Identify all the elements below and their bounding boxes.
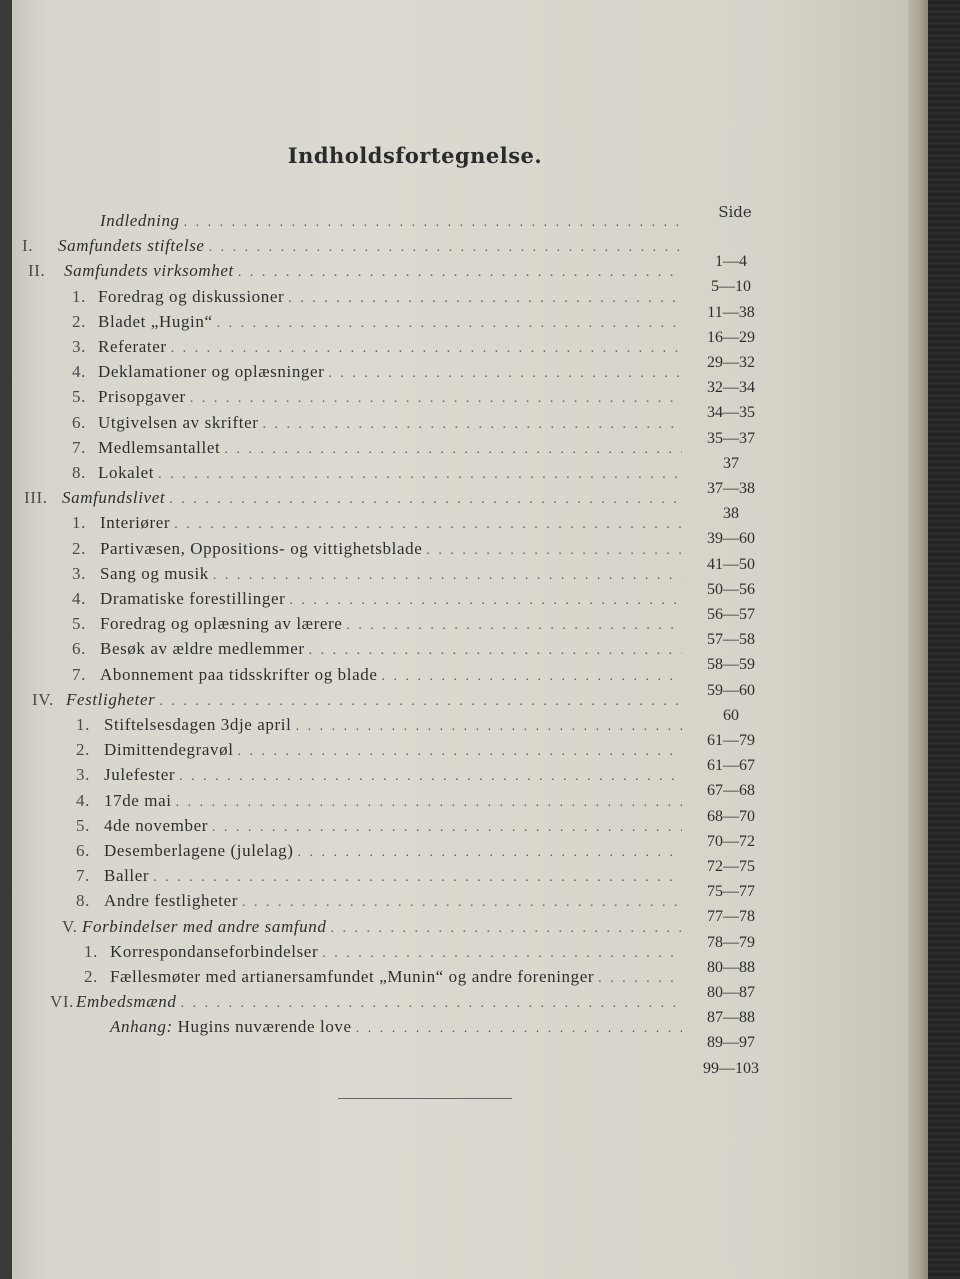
dot-leader xyxy=(209,240,682,256)
page-ref: 75—77 xyxy=(707,883,755,901)
toc-entry-number: 2. xyxy=(84,967,98,986)
toc-entry xyxy=(72,608,686,634)
page-ref: 60 xyxy=(723,706,739,724)
toc-entry xyxy=(76,759,686,785)
toc-entry-title: Partivæsen, Oppositions- og vittighetsblade xyxy=(100,538,423,558)
toc-entry xyxy=(76,860,686,886)
page-ref: 38 xyxy=(723,505,739,523)
toc-entry-number: 1. xyxy=(72,286,86,306)
toc-entry-title: Foredrag og oplæsning av lærere xyxy=(100,614,343,634)
side-column-label: Side xyxy=(718,203,752,221)
page-ref: 16—29 xyxy=(707,328,755,346)
toc-entry-number: 2. xyxy=(72,311,86,331)
page-ref: 39—60 xyxy=(707,530,755,548)
toc-entry-number: VI. xyxy=(50,992,74,1012)
toc-entry-number: 3. xyxy=(76,765,90,785)
toc-entry xyxy=(84,961,686,987)
toc-entry-number: 6. xyxy=(72,412,86,432)
toc-entry xyxy=(110,1011,686,1037)
dot-leader xyxy=(238,265,682,281)
page-ref: 32—34 xyxy=(707,379,755,397)
toc-entry-number: 7. xyxy=(76,866,90,886)
toc-entry xyxy=(72,659,686,685)
toc-entry xyxy=(72,507,686,533)
toc-entry-title: Utgivelsen av skrifter xyxy=(98,412,259,432)
toc-entry xyxy=(24,482,686,508)
toc-entry-number: 2. xyxy=(76,740,90,760)
divider xyxy=(338,1098,512,1099)
page-ref: 72—75 xyxy=(707,858,755,875)
toc-entry xyxy=(72,331,686,357)
toc-entry-number: 6. xyxy=(72,639,86,659)
page-ref: 99—103 xyxy=(703,1059,759,1077)
toc-entry xyxy=(72,407,686,433)
toc-entry xyxy=(72,356,686,382)
page-ref: 59—60 xyxy=(707,681,755,699)
dot-leader xyxy=(184,215,682,231)
toc-entry xyxy=(72,432,686,458)
toc-entry-title: Dimittendegravøl xyxy=(104,740,234,760)
dot-leader xyxy=(598,971,682,987)
toc-entry xyxy=(100,205,686,231)
toc-entry-title: Bladet „Hugin“ xyxy=(98,311,213,331)
toc-entry xyxy=(76,885,686,911)
toc-entry-number: 4. xyxy=(72,362,86,382)
toc-entry xyxy=(22,230,686,256)
toc-entry-title: Samfundets virksomhet xyxy=(64,261,234,281)
toc-entry xyxy=(32,684,686,710)
toc-entry-number: 3. xyxy=(72,337,86,356)
toc-entry xyxy=(76,785,686,811)
page-ref: 58—59 xyxy=(707,656,755,674)
page-ref: 67—68 xyxy=(707,782,755,800)
page-ref: 57—58 xyxy=(707,631,755,649)
page-ref: 70—72 xyxy=(707,832,755,850)
toc-entry-number: II. xyxy=(28,261,46,281)
toc-entry-number: 5. xyxy=(72,614,86,634)
toc-entry-title: Korrespondanseforbindelser xyxy=(110,941,319,961)
toc-entry-title: Andre festligheter xyxy=(104,891,239,911)
toc-entry xyxy=(50,986,686,1012)
page-title: Indholdsfortegnelse. xyxy=(287,143,543,168)
dot-leader xyxy=(174,517,682,533)
page-ref: 80—87 xyxy=(707,984,755,1001)
dot-leader xyxy=(169,492,682,508)
toc-entry xyxy=(72,381,686,407)
toc-entry-number: 1. xyxy=(84,941,98,961)
dot-leader xyxy=(289,593,682,609)
page-ref: 61—79 xyxy=(707,732,755,749)
toc-entry-title: Baller xyxy=(104,866,150,886)
toc-entry-title: Interiører xyxy=(100,513,171,533)
page-block-edge xyxy=(908,0,928,1279)
toc-entry-number: III. xyxy=(24,488,48,508)
page-ref: 35—37 xyxy=(707,429,755,447)
page-ref: 11—38 xyxy=(707,303,755,321)
dot-leader xyxy=(381,669,682,685)
toc-entry-title: Foredrag og diskussioner xyxy=(98,286,285,306)
toc-entry-title: Embedsmænd xyxy=(76,992,177,1012)
page-ref: 37—38 xyxy=(707,480,755,497)
toc-entry-title: 17de mai xyxy=(104,790,172,810)
page-ref: 80—88 xyxy=(707,958,755,976)
dot-leader xyxy=(158,467,682,483)
toc-entry xyxy=(62,911,686,937)
toc-entry-title: Forbindelser med andre samfund xyxy=(82,916,327,936)
toc-entry-title: Besøk av ældre medlemmer xyxy=(100,639,305,659)
toc-entry-number: 4. xyxy=(76,790,90,810)
dot-leader xyxy=(190,391,682,407)
toc-entry xyxy=(76,709,686,735)
toc-entry-title: Stiftelsesdagen 3dje april xyxy=(104,715,292,734)
toc-entry-number: 7. xyxy=(72,664,86,684)
page-ref: 87—88 xyxy=(707,1009,755,1027)
dot-leader xyxy=(328,366,682,382)
page-ref: 29—32 xyxy=(707,354,755,371)
page-ref: 78—79 xyxy=(707,933,755,951)
toc-entry-title: Festligheter xyxy=(66,689,156,709)
page-ref: 37 xyxy=(723,454,739,472)
toc-entry xyxy=(72,633,686,659)
toc-entry-title: Deklamationer og oplæsninger xyxy=(98,362,325,382)
dot-leader xyxy=(213,568,682,584)
page-ref: 68—70 xyxy=(707,807,755,825)
toc-entry-title: 4de november xyxy=(104,815,208,835)
toc-entry xyxy=(76,810,686,836)
toc-entry-number: 1. xyxy=(76,715,90,734)
toc-entry xyxy=(72,457,686,483)
dot-leader xyxy=(426,543,682,559)
toc-entry-title: Indledning xyxy=(100,211,180,230)
toc-entry xyxy=(76,835,686,861)
toc-entry-number: 5. xyxy=(72,387,86,407)
toc-entry-title: Samfundslivet xyxy=(62,488,166,508)
toc-entry-title: Sang og musik xyxy=(100,563,209,583)
dot-leader xyxy=(331,921,683,937)
toc-entry xyxy=(76,734,686,760)
dot-leader xyxy=(179,769,682,785)
toc-entry-title: Julefester xyxy=(104,765,176,785)
dot-leader xyxy=(309,643,682,659)
page-ref: 41—50 xyxy=(707,555,755,573)
toc-entry-number: 6. xyxy=(76,841,90,860)
dot-leader xyxy=(298,845,682,861)
toc-entry xyxy=(28,255,686,281)
toc-entry xyxy=(72,533,686,559)
dot-leader xyxy=(212,820,682,836)
page-ref: 50—56 xyxy=(707,580,755,598)
toc-entry-number: 4. xyxy=(72,589,86,608)
toc-entry-number: IV. xyxy=(32,689,54,709)
toc-entry-title: Samfundets stiftelse xyxy=(58,236,205,256)
dot-leader xyxy=(295,719,682,735)
dot-leader xyxy=(176,795,682,811)
toc-entry-number: V. xyxy=(62,916,78,936)
dot-leader xyxy=(242,895,682,911)
page-ref: 77—78 xyxy=(707,908,755,926)
page-ref: 61—67 xyxy=(707,757,755,775)
toc-entry xyxy=(72,583,686,609)
toc-entry xyxy=(72,281,686,307)
toc-entry-number: 2. xyxy=(72,538,86,558)
dot-leader xyxy=(322,946,682,962)
toc-entry-title: Abonnement paa tidsskrifter og blade xyxy=(100,664,378,684)
toc-entry-number: I. xyxy=(22,236,34,256)
dot-leader xyxy=(263,417,683,433)
toc-entry-title: Lokalet xyxy=(98,463,155,482)
dot-leader xyxy=(171,341,682,357)
dot-leader xyxy=(224,442,682,458)
toc-entry-title: Fællesmøter med artianersamfundet „Munin“ og andre foreninger xyxy=(110,967,595,986)
toc-entry-title: Dramatiske forestillinger xyxy=(100,589,286,608)
toc-entry xyxy=(72,306,686,332)
toc-entry-number: 7. xyxy=(72,437,86,457)
facing-page-edge xyxy=(0,0,12,1279)
page-ref: 1—4 xyxy=(715,253,747,271)
page-ref: 34—35 xyxy=(707,404,755,422)
toc-entry-number: 5. xyxy=(76,815,90,835)
page-ref: 56—57 xyxy=(707,606,755,623)
dot-leader xyxy=(180,996,682,1012)
toc-entry-number: 8. xyxy=(76,891,90,911)
toc-entry-number: 1. xyxy=(72,513,86,533)
toc-entry-title: Prisopgaver xyxy=(98,387,186,407)
toc-entry-number: 8. xyxy=(72,463,86,482)
dot-leader xyxy=(217,316,682,332)
toc-entry-title: Anhang: Hugins nuværende love xyxy=(110,1017,352,1037)
page-ref: 89—97 xyxy=(707,1034,755,1052)
toc-entry-title: Referater xyxy=(98,337,167,356)
book-cover xyxy=(928,0,960,1279)
dot-leader xyxy=(238,744,682,760)
page-ref: 5—10 xyxy=(711,278,751,296)
toc-entry-number: 3. xyxy=(72,563,86,583)
dot-leader xyxy=(346,618,682,634)
toc-entry xyxy=(84,936,686,962)
toc-entry-title: Desemberlagene (julelag) xyxy=(104,841,294,860)
dot-leader xyxy=(288,291,682,307)
toc-entry xyxy=(72,558,686,584)
dot-leader xyxy=(356,1021,682,1037)
dot-leader xyxy=(153,870,682,886)
dot-leader xyxy=(159,694,682,710)
toc-entry-title: Medlemsantallet xyxy=(98,437,221,457)
